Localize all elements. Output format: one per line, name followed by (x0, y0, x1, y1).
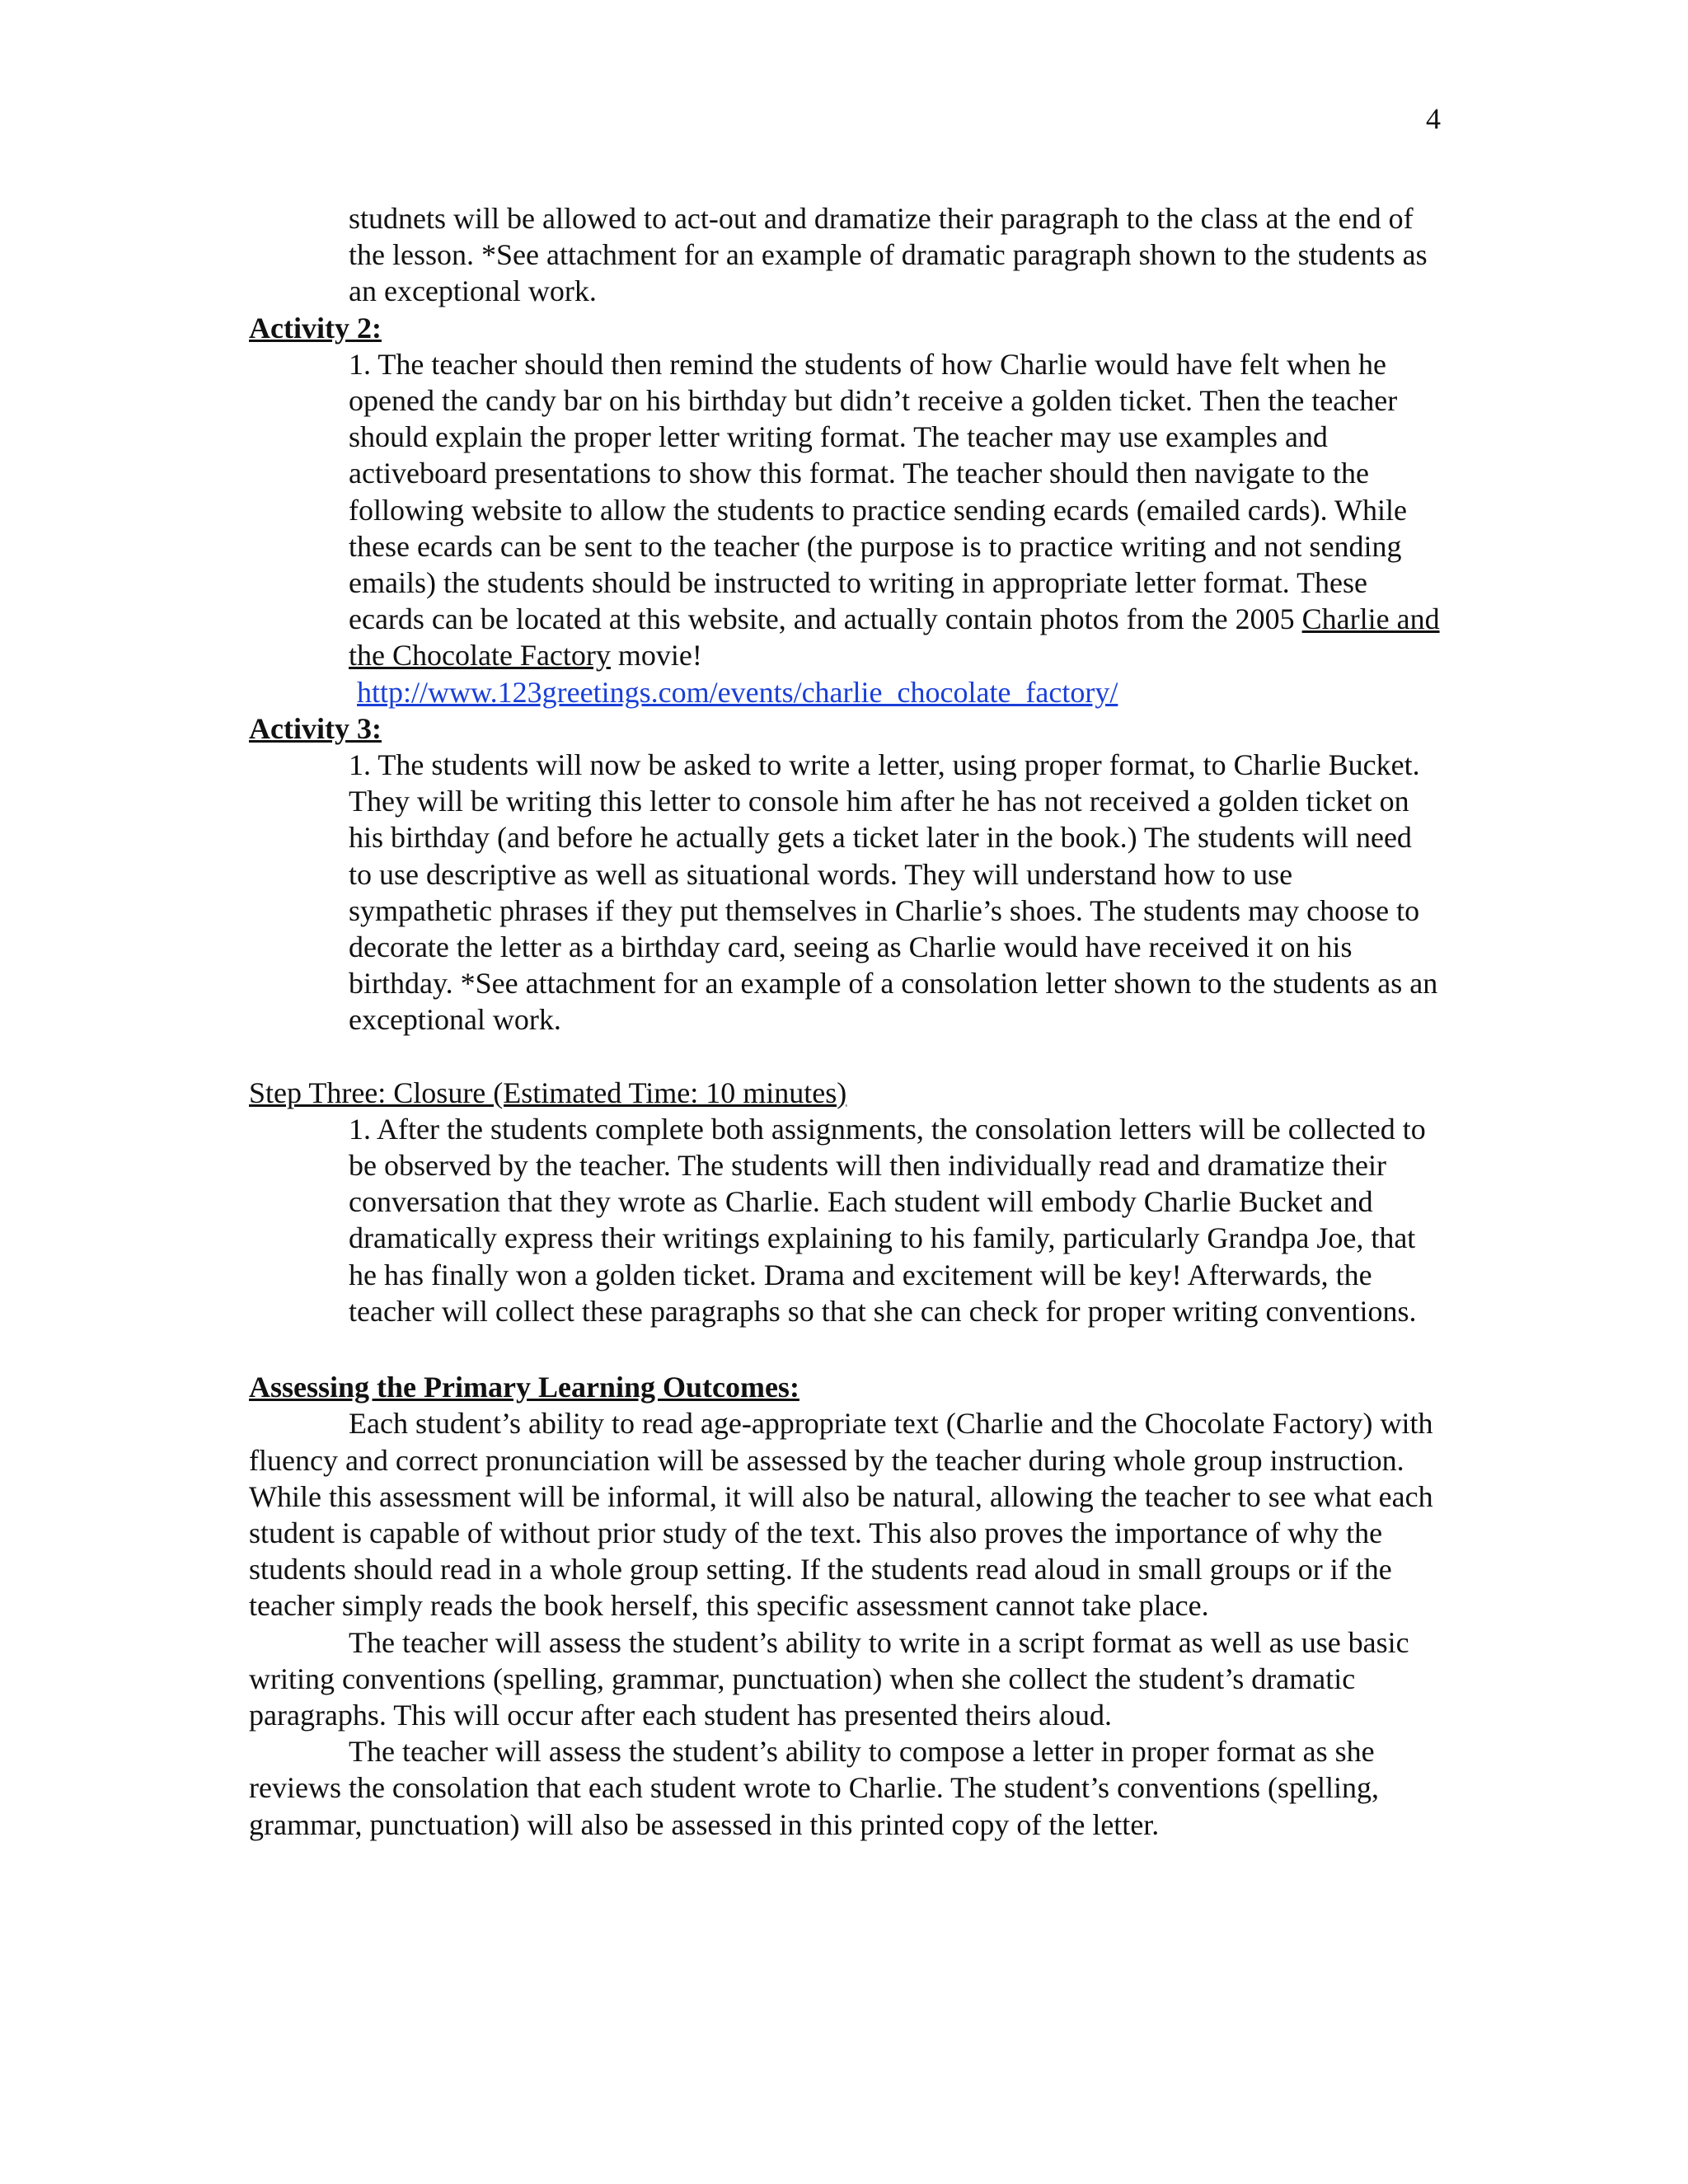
assessment-paragraph-3: The teacher will assess the student’s ability to compose a letter in proper format as she reviews the consolation that each student wrote to Charlie. The student’s conventions (spelling, grammar, punctuation) will also be assessed in this printed copy of the letter. (249, 1735, 1380, 1841)
activity-2-text-before-title: 1. The teacher should then remind the students of how Charlie would have felt when he opened the candy bar on his birthday but didn’t receive a golden ticket. Then the teacher should explain the proper letter writing format. The teacher may use examples and activeboard presentations to show this format. The teacher should then navigate to the following website to allow the students to practice sending ecards (emailed cards). While these ecards can be sent to the teacher (the purpose is to practice writing and not sending emails) the students should be instructed to writing in appropriate letter format. These ecards can be located at this website, and actually contain photos from the 2005 (349, 347, 1407, 636)
activity-2-text-after-title: movie! (617, 639, 702, 673)
spacer (249, 1329, 1440, 1369)
page-number: 4 (1426, 102, 1441, 135)
activity-2-heading: Activity 2: (249, 311, 382, 344)
assessment-heading: Assessing the Primary Learning Outcomes: (249, 1371, 799, 1404)
film-title: Charlie and the Chocolate Factory (349, 602, 1440, 673)
activity-3-heading: Activity 3: (249, 711, 382, 745)
ecards-website-link[interactable]: http://www.123greetings.com/events/charlie_chocolate_factory/ (357, 675, 1118, 709)
intro-continuation-text: studnets will be allowed to act-out and dramatize their paragraph to the class at the end of the lesson. *See attachment for an example of dramatic paragraph shown to the students as an exceptional work. (349, 202, 1428, 308)
document-body (249, 200, 1440, 1843)
assessment-paragraph-2: The teacher will assess the student’s ability to write in a script format as well as use basic writing conventions (spelling, grammar, punctuation) when she collect the student’s dramatic paragraphs. This will occur after each student has presented theirs aloud. (249, 1625, 1409, 1732)
closure-title: Step Three: Closure (Estimated Time: 10 minutes) (249, 1076, 847, 1109)
intro-continuation-block (349, 200, 1440, 310)
activity-3-text: 1. The students will now be asked to write a letter, using proper format, to Charlie Bucket. They will be writing this letter to console him after he has not received a golden ticket on his birthday (and before he actually gets a ticket later in the book.) The students will need to use descriptive as well as situational words. They will understand how to use sympathetic phrases if they put themselves in Charlie’s shoes. The students may choose to decorate the letter as a birthday card, seeing as Charlie would have received it on his birthday. *See attachment for an example of a consolation letter shown to the students as an exceptional work. (349, 748, 1438, 1037)
spacer (249, 1038, 1440, 1075)
closure-block (349, 1111, 1440, 1329)
activity-2-text (349, 346, 1440, 674)
activity-2-block (349, 346, 1440, 710)
closure-text: 1. After the students complete both assignments, the consolation letters will be collected to be observed by the teacher. The students will then individually read and dramatize their conversation that they wrote as Charlie. Each student will embody Charlie Bucket and dramatically express their writings explaining to his family, particularly Grandpa Joe, that he has finally won a golden ticket. Drama and excitement will be key! Afterwards, the teacher will collect these paragraphs so that she can check for proper writing conventions. (349, 1112, 1426, 1328)
assessment-paragraph-1: Each student’s ability to read age-appropriate text (Charlie and the Chocolate Factory) with fluency and correct pronunciation will be assessed by the teacher during whole group instruction. While this assessment will be informal, it will also be natural, allowing the teacher to see what each student is capable of without prior study of the text. This also proves the importance of why the students should read in a whole group setting. If the students read aloud in small groups or if the teacher simply reads the book herself, this specific assessment cannot take place. (249, 1407, 1433, 1623)
activity-3-block (349, 747, 1440, 1038)
